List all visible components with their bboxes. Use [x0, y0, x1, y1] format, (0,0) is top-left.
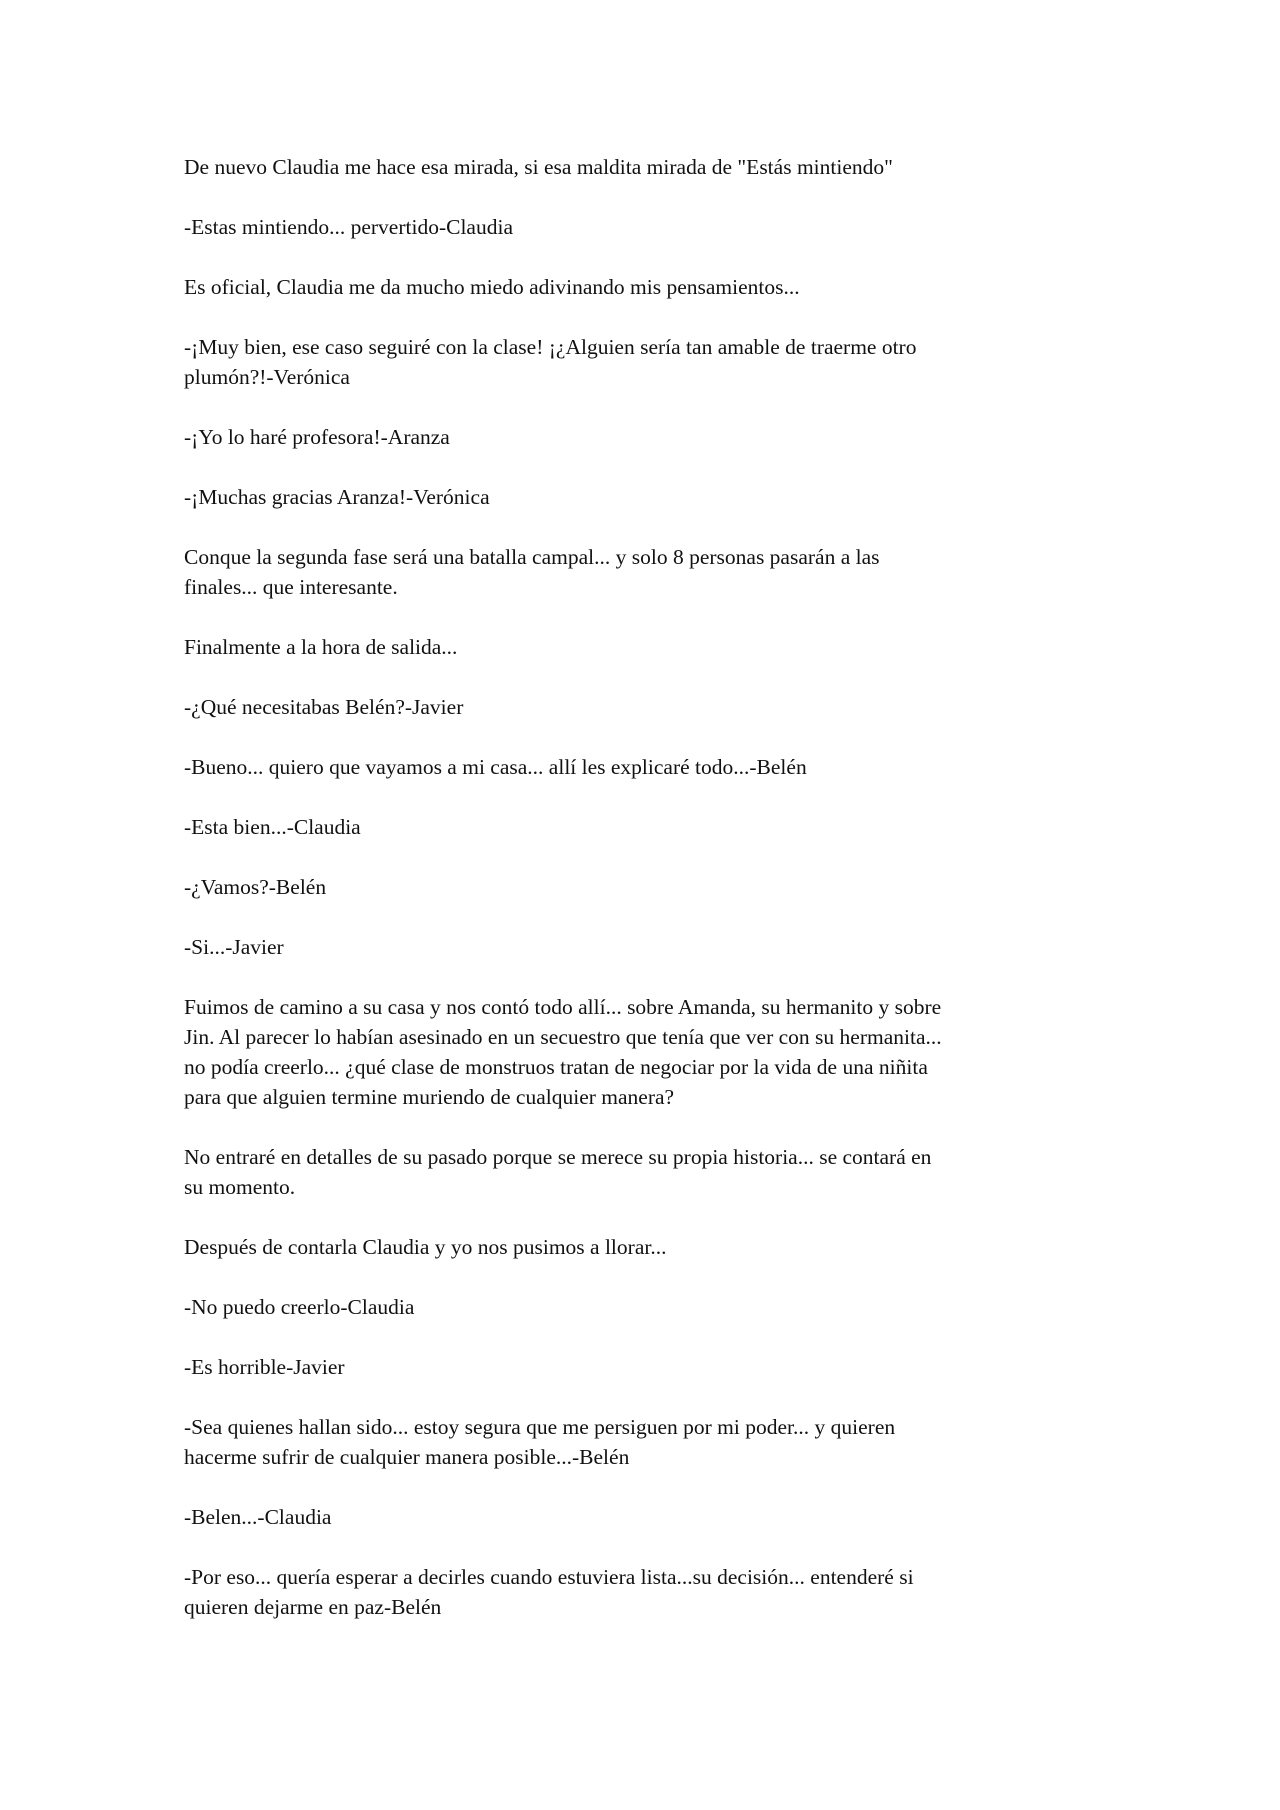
paragraph: [184, 482, 1124, 512]
text-line: quieren dejarme en paz-Belén: [184, 1595, 442, 1619]
paragraph: [184, 1292, 1124, 1322]
paragraph: [184, 152, 1124, 182]
paragraph: [184, 632, 1124, 662]
text-line: Es oficial, Claudia me da mucho miedo adivinando mis pensamientos...: [184, 275, 800, 299]
paragraph: [184, 872, 1124, 902]
text-line: -Si...-Javier: [184, 935, 284, 959]
paragraph: [184, 1412, 1124, 1472]
text-line: no podía creerlo... ¿qué clase de monstruos tratan de negociar por la vida de una niñita: [184, 1055, 928, 1079]
paragraph: [184, 812, 1124, 842]
paragraph: [184, 752, 1124, 782]
paragraph: [184, 1562, 1124, 1622]
paragraph: [184, 272, 1124, 302]
text-line: -Es horrible-Javier: [184, 1355, 345, 1379]
paragraph: [184, 932, 1124, 962]
paragraph: [184, 992, 1124, 1112]
text-line: Jin. Al parecer lo habían asesinado en un secuestro que tenía que ver con su hermanita...: [184, 1025, 942, 1049]
paragraph: [184, 1502, 1124, 1532]
text-line: -¡Muy bien, ese caso seguiré con la clase! ¡¿Alguien sería tan amable de traerme otro: [184, 335, 917, 359]
text-line: -Estas mintiendo... pervertido-Claudia: [184, 215, 513, 239]
paragraph: [184, 692, 1124, 722]
text-line: -Bueno... quiero que vayamos a mi casa... allí les explicaré todo...-Belén: [184, 755, 807, 779]
text-line: De nuevo Claudia me hace esa mirada, si esa maldita mirada de "Estás mintiendo": [184, 155, 893, 179]
paragraph: [184, 1142, 1124, 1202]
document-page: [184, 152, 1124, 1652]
text-line: su momento.: [184, 1175, 296, 1199]
text-line: -No puedo creerlo-Claudia: [184, 1295, 415, 1319]
paragraph: [184, 542, 1124, 602]
paragraph: [184, 332, 1124, 392]
text-line: Finalmente a la hora de salida...: [184, 635, 458, 659]
paragraph: [184, 1352, 1124, 1382]
text-line: para que alguien termine muriendo de cualquier manera?: [184, 1085, 675, 1109]
text-line: Fuimos de camino a su casa y nos contó todo allí... sobre Amanda, su hermanito y sobre: [184, 995, 942, 1019]
paragraph: [184, 212, 1124, 242]
paragraph: [184, 1232, 1124, 1262]
text-line: Después de contarla Claudia y yo nos pusimos a llorar...: [184, 1235, 667, 1259]
text-line: Conque la segunda fase será una batalla campal... y solo 8 personas pasarán a las: [184, 545, 880, 569]
text-line: -Belen...-Claudia: [184, 1505, 332, 1529]
paragraph: [184, 422, 1124, 452]
text-line: -¿Vamos?-Belén: [184, 875, 327, 899]
text-line: -¿Qué necesitabas Belén?-Javier: [184, 695, 464, 719]
text-line: hacerme sufrir de cualquier manera posible...-Belén: [184, 1445, 630, 1469]
text-line: -Por eso... quería esperar a decirles cuando estuviera lista...su decisión... entenderé si: [184, 1565, 914, 1589]
text-line: finales... que interesante.: [184, 575, 398, 599]
text-line: -¡Muchas gracias Aranza!-Verónica: [184, 485, 490, 509]
text-line: -Esta bien...-Claudia: [184, 815, 361, 839]
text-line: -¡Yo lo haré profesora!-Aranza: [184, 425, 450, 449]
text-line: plumón?!-Verónica: [184, 365, 350, 389]
text-line: -Sea quienes hallan sido... estoy segura que me persiguen por mi poder... y quieren: [184, 1415, 896, 1439]
text-line: No entraré en detalles de su pasado porque se merece su propia historia... se contará en: [184, 1145, 932, 1169]
